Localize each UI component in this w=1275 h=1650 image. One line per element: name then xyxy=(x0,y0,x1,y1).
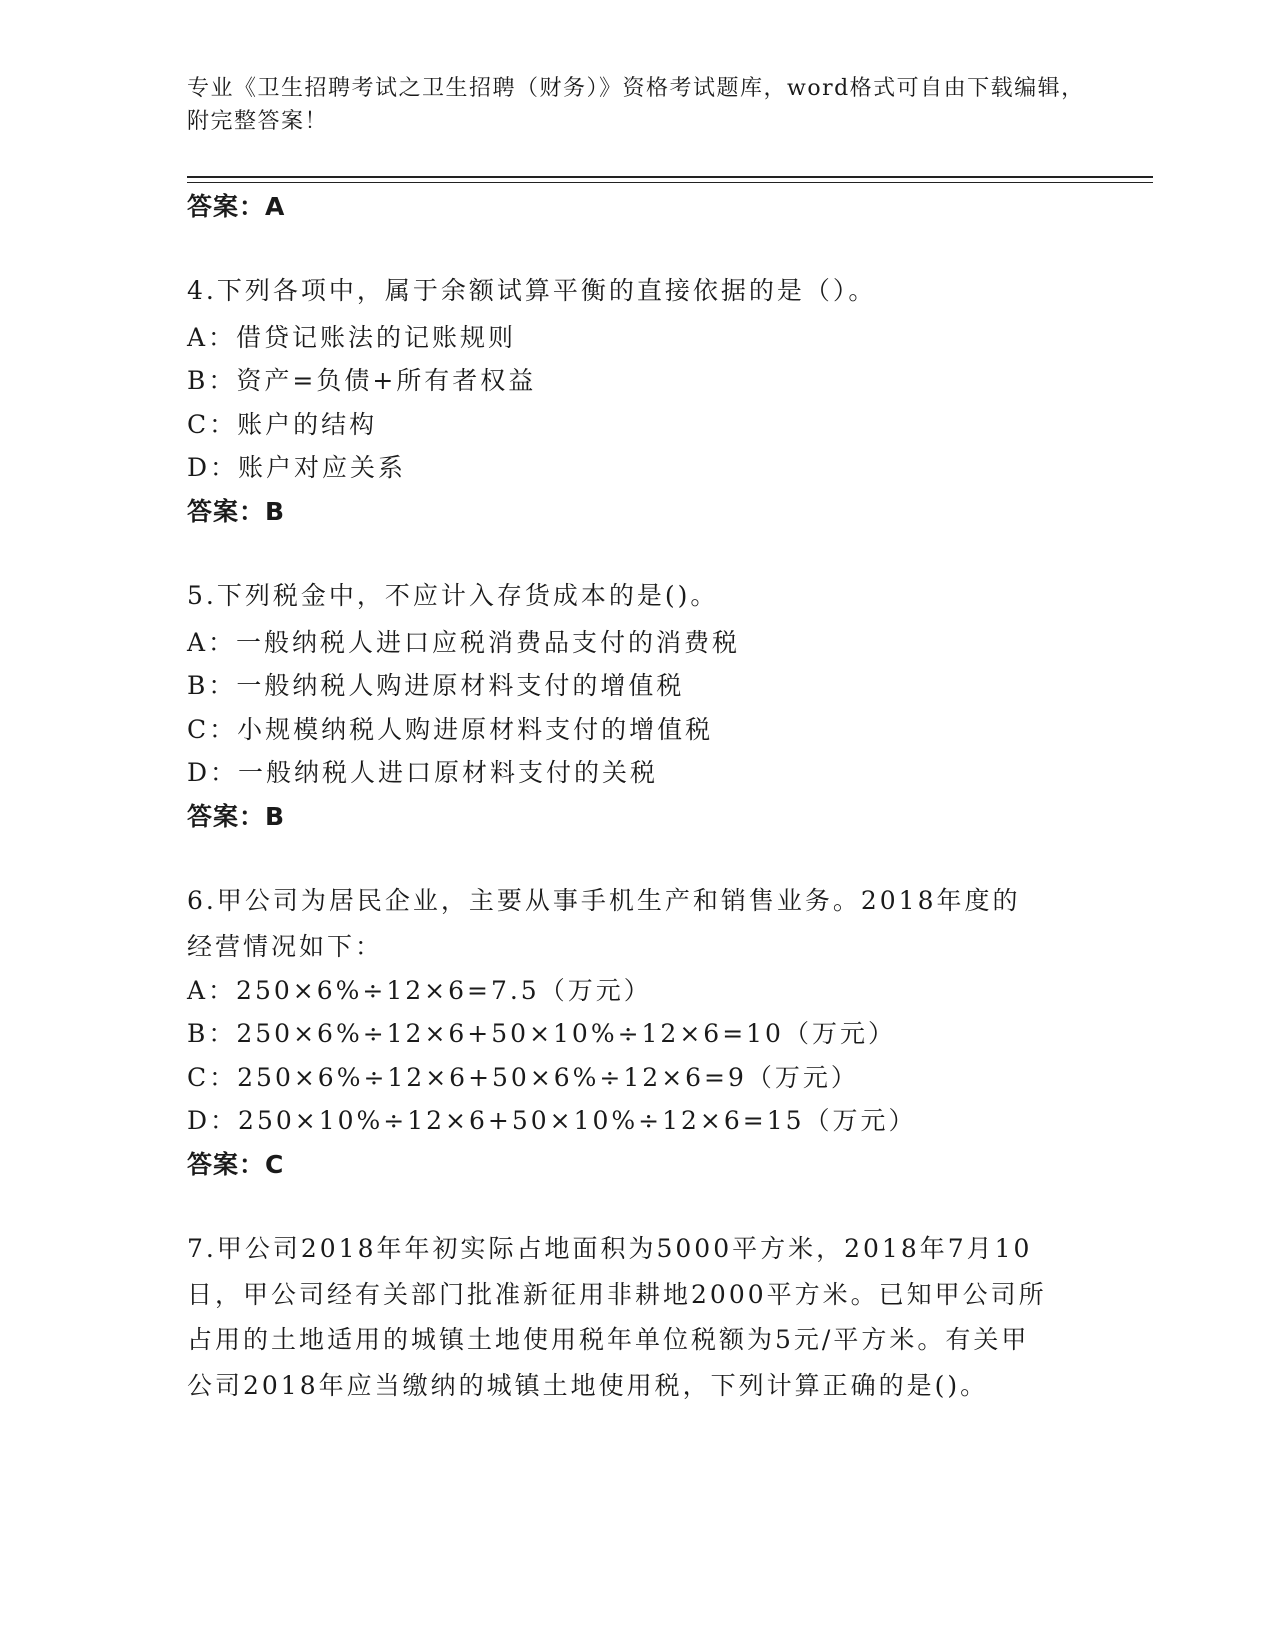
question-4-option-d: D：账户对应关系 xyxy=(187,453,407,482)
question-4-option-b: B：资产=负债+所有者权益 xyxy=(187,366,537,395)
question-5-option-a: A：一般纳税人进口应税消费品支付的消费税 xyxy=(187,628,741,657)
question-6-option-b: B：250×6%÷12×6+50×10%÷12×6=10（万元） xyxy=(187,1019,896,1048)
question-4-option-c: C：账户的结构 xyxy=(187,410,378,439)
question-6-option-a: A：250×6%÷12×6=7.5（万元） xyxy=(187,976,652,1005)
question-4-stem: 4.下列各项中，属于余额试算平衡的直接依据的是（）。 xyxy=(187,276,877,305)
question-5-option-c: C：小规模纳税人购进原材料支付的增值税 xyxy=(187,715,714,744)
question-5-option-d: D：一般纳税人进口原材料支付的关税 xyxy=(187,758,659,787)
answer-q6: 答案：C xyxy=(187,1150,285,1179)
question-4-option-a: A：借贷记账法的记账规则 xyxy=(187,323,517,352)
document-header: 专业《卫生招聘考试之卫生招聘（财务）》资格考试题库，word格式可自由下载编辑，附完整答案！ xyxy=(187,76,1085,134)
question-5-stem: 5.下列税金中，不应计入存货成本的是()。 xyxy=(187,581,719,610)
question-6-stem: 6.甲公司为居民企业，主要从事手机生产和销售业务。2018年度的经营情况如下： xyxy=(187,886,1021,961)
answer-q4: 答案：B xyxy=(187,497,286,526)
header-divider-thick xyxy=(187,176,1153,178)
question-6-option-c: C：250×6%÷12×6+50×6%÷12×6=9（万元） xyxy=(187,1063,859,1092)
question-7-stem: 7.甲公司2018年年初实际占地面积为5000平方米，2018年7月10日，甲公司经有关部门批准新征用非耕地2000平方米。已知甲公司所占用的土地适用的城镇土地使用税年单位税额为5元/平方米。有关甲公司2018年应当缴纳的城镇土地使用税，下列计算正确的是()。 xyxy=(187,1234,1047,1400)
answer-q3: 答案：A xyxy=(187,192,286,221)
header-divider-thin xyxy=(187,182,1153,183)
question-6-option-d: D：250×10%÷12×6+50×10%÷12×6=15（万元） xyxy=(187,1106,917,1135)
question-5-option-b: B：一般纳税人购进原材料支付的增值税 xyxy=(187,671,685,700)
answer-q5: 答案：B xyxy=(187,802,286,831)
